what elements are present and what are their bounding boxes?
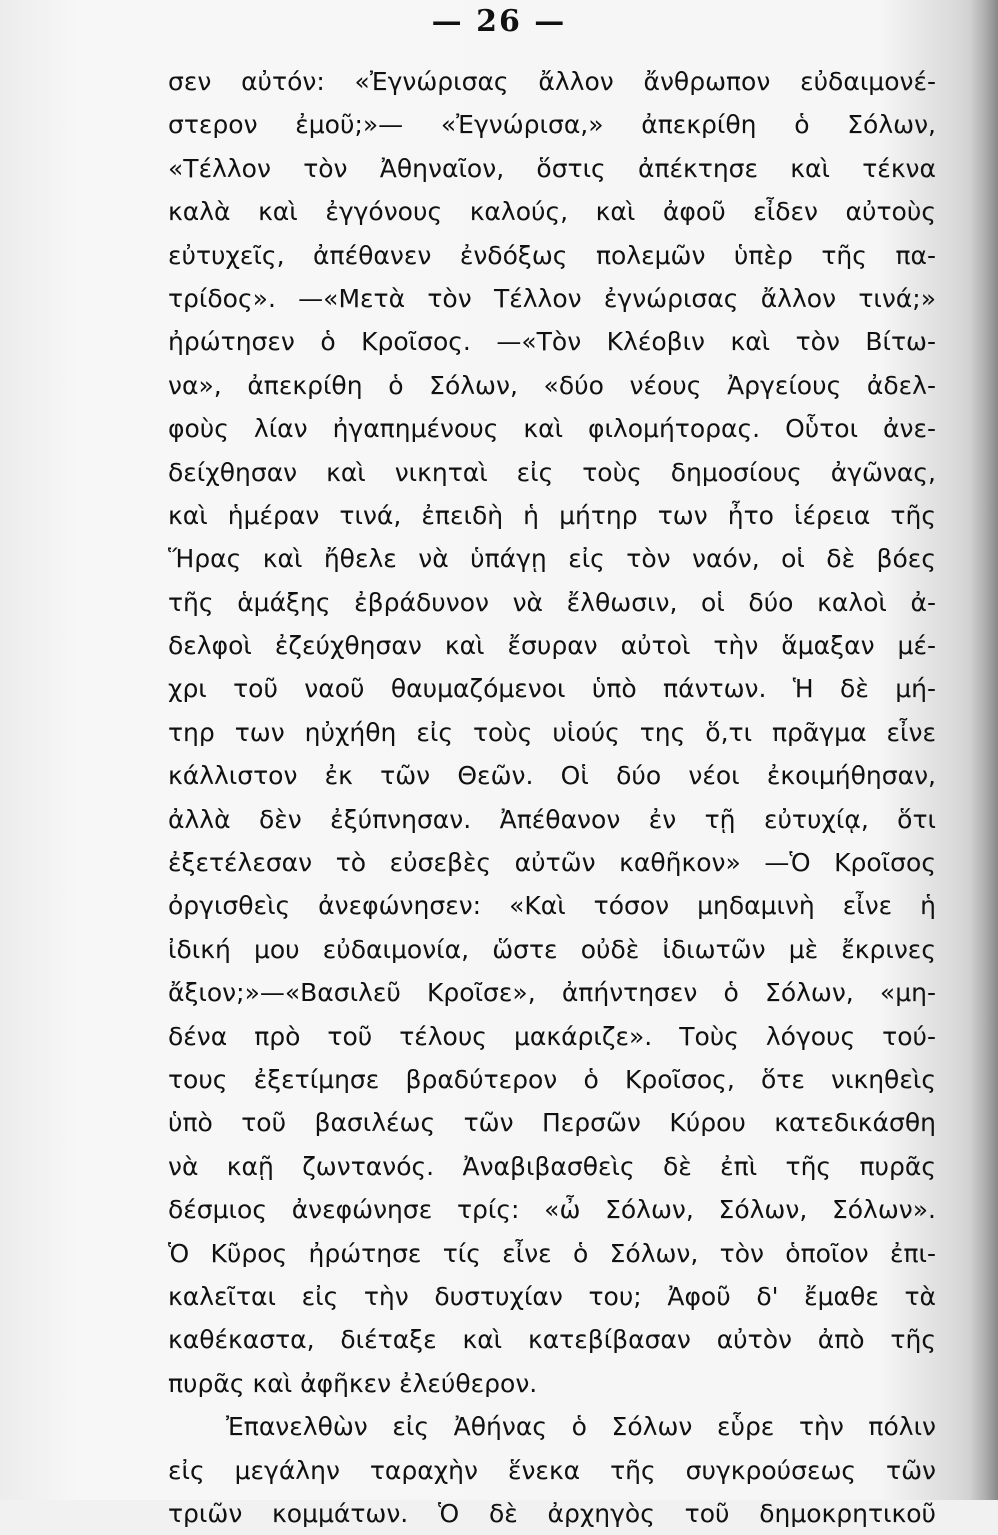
text-line: Ὁ Κῦρος ἠρώτησε τίς εἶνε ὁ Σόλων, τὸν ὁποῖον ἐπι- (168, 1238, 936, 1268)
text-line: δένα πρὸ τοῦ τέλους μακάριζε». Τοὺς λόγους τού- (168, 1021, 936, 1051)
page-number: — 26 — (431, 4, 567, 39)
text-line: ἄξιον;»—«Βασιλεῦ Κροῖσε», ἀπήντησεν ὁ Σόλων, «μη- (168, 978, 936, 1008)
text-line: εἰς μεγάλην ταραχὴν ἕνεκα τῆς συγκρούσεως τῶν (168, 1455, 936, 1485)
text-line: δέσμιος ἀνεφώνησε τρίς: «ὦ Σόλων, Σόλων, Σόλων». (168, 1195, 936, 1225)
text-line: να», ἀπεκρίθη ὁ Σόλων, «δύο νέους Ἀργείους ἀδελ- (168, 370, 936, 400)
paragraph-end-line: πυρᾶς καὶ ἀφῆκεν ἐλεύθερον. (168, 1368, 538, 1398)
text-line: τριῶν κομμάτων. Ὁ δὲ ἀρχηγὸς τοῦ δημοκρητικοῦ (168, 1498, 936, 1528)
text-line: καλεῖται εἰς τὴν δυστυχίαν του; Ἀφοῦ δ' ἔμαθε τὰ (168, 1281, 936, 1311)
text-line: σεν αὐτόν: «Ἐγνώρισας ἄλλον ἄνθρωπον εὐδαιμονέ- (168, 67, 936, 96)
text-line: καὶ ἡμέραν τινά, ἐπειδὴ ἡ μήτηρ των ἦτο ἱέρεια τῆς (168, 500, 936, 530)
text-line: ἠρώτησεν ὁ Κροῖσος. —«Τὸν Κλέοβιν καὶ τὸν Βίτω- (168, 327, 936, 357)
text-line: καθέκαστα, διέταξε καὶ κατεβίβασαν αὐτὸν ἀπὸ τῆς (168, 1325, 936, 1355)
text-line: δείχθησαν καὶ νικηταὶ εἰς τοὺς δημοσίους ἀγῶνας, (168, 457, 936, 487)
text-line: τρίδος». —«Μετὰ τὸν Τέλλον ἐγνώρισας ἄλλον τινά;» (168, 283, 936, 313)
text-line: ὀργισθεὶς ἀνεφώνησεν: «Καὶ τόσον μηδαμινὴ εἶνε ἡ (168, 891, 936, 921)
page-gutter-shadow (970, 0, 998, 1500)
text-line: τηρ των ηὐχήθη εἰς τοὺς υἱούς της ὅ,τι πρᾶγμα εἶνε (168, 717, 936, 747)
text-line: τους ἐξετίμησε βραδύτερον ὁ Κροῖσος, ὅτε νικηθεὶς (168, 1064, 936, 1094)
text-line: Ἥρας καὶ ἤθελε νὰ ὑπάγῃ εἰς τὸν ναόν, οἱ δὲ βόες (168, 544, 936, 574)
text-line: καλὰ καὶ ἐγγόνους καλούς, καὶ ἀφοῦ εἶδεν αὐτοὺς (168, 197, 936, 227)
text-line: φοὺς λίαν ἠγαπημένους καὶ φιλομήτορας. Οὗτοι ἀνε- (168, 414, 936, 444)
text-line: στερον ἐμοῦ;»— «Ἐγνώρισα,» ἀπεκρίθη ὁ Σόλων, (168, 110, 936, 140)
text-line: ἰδική μου εὐδαιμονία, ὥστε οὐδὲ ἰδιωτῶν μὲ ἔκρινες (168, 934, 936, 964)
paragraph-start-line: Ἐπανελθὼν εἰς Ἀθήνας ὁ Σόλων εὗρε τὴν πόλιν (226, 1412, 936, 1442)
text-line: ὑπὸ τοῦ βασιλέως τῶν Περσῶν Κύρου κατεδικάσθη (168, 1108, 936, 1138)
body-text (168, 60, 936, 1535)
text-line: χρι τοῦ ναοῦ θαυμαζόμενοι ὑπὸ πάντων. Ἡ δὲ μή- (168, 674, 936, 704)
text-line: κάλλιστον ἐκ τῶν Θεῶν. Οἱ δύο νέοι ἐκοιμήθησαν, (168, 761, 936, 791)
text-line: νὰ καῇ ζωντανός. Ἀναβιβασθεὶς δὲ ἐπὶ τῆς πυρᾶς (168, 1151, 936, 1181)
text-line: εὐτυχεῖς, ἀπέθανεν ἐνδόξως πολεμῶν ὑπὲρ τῆς πα- (168, 240, 936, 270)
text-line: δελφοὶ ἐζεύχθησαν καὶ ἔσυραν αὐτοὶ τὴν ἅμαξαν μέ- (168, 631, 936, 661)
text-line: ἀλλὰ δὲν ἐξύπνησαν. Ἀπέθανον ἐν τῇ εὐτυχίᾳ, ὅτι (168, 804, 936, 834)
text-line: «Τέλλον τὸν Ἀθηναῖον, ὅστις ἀπέκτησε καὶ τέκνα (168, 153, 936, 183)
text-line: ἐξετέλεσαν τὸ εὐσεβὲς αὐτῶν καθῆκον» —Ὁ Κροῖσος (168, 848, 936, 878)
text-line: τῆς ἁμάξης ἐβράδυνον νὰ ἔλθωσιν, οἱ δύο καλοὶ ἀ- (168, 587, 936, 617)
